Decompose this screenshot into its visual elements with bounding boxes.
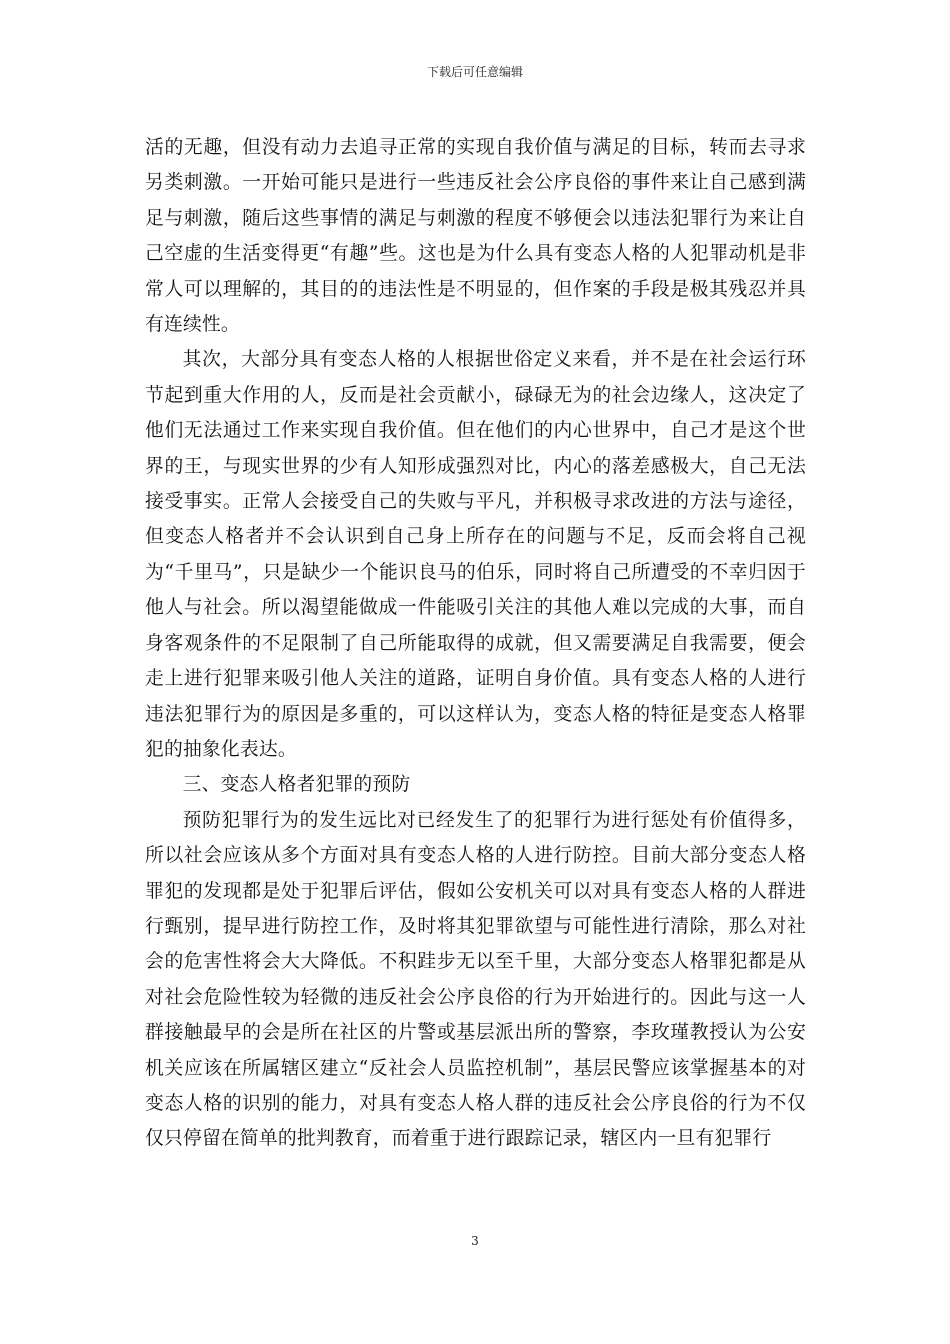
document-body: [145, 130, 806, 1157]
paragraph-secondly: 其次，大部分具有变态人格的人根据世俗定义来看，并不是在社会运行环节起到重大作用的人，反而是社会贡献小，碌碌无为的社会边缘人，这决定了他们无法通过工作来实现自我价值。但在他们的内心世界中，自己才是这个世界的王，与现实世界的少有人知形成强烈对比，内心的落差感极大，自己无法接受事实。正常人会接受自己的失败与平凡，并积极寻求改进的方法与途径，但变态人格者并不会认识到自己身上所存在的问题与不足，反而会将自己视为“千里马”，只是缺少一个能识良马的伯乐，同时将自己所遭受的不幸归因于他人与社会。所以渴望能做成一件能吸引关注的其他人难以完成的大事，而自身客观条件的不足限制了自己所能取得的成就，但又需要满足自我需要，便会走上进行犯罪来吸引他人关注的道路，证明自身价值。具有变态人格的人进行违法犯罪行为的原因是多重的，可以这样认为，变态人格的特征是变态人格罪犯的抽象化表达。: [145, 349, 806, 760]
page-number: 3: [471, 1234, 479, 1248]
paragraph-continuation: 活的无趣，但没有动力去追寻正常的实现自我价值与满足的目标，转而去寻求另类刺激。一开始可能只是进行一些违反社会公序良俗的事件来让自己感到满足与刺激，随后这些事情的满足与刺激的程度不够便会以违法犯罪行为来让自己空虚的生活变得更“有趣”些。这也是为什么具有变态人格的人犯罪动机是非常人可以理解的，其目的的违法性是不明显的，但作案的手段是极其残忍并具有连续性。: [145, 137, 806, 336]
section-heading: 三、变态人格者犯罪的预防: [182, 774, 411, 796]
page-header: 下载后可任意编辑: [426, 65, 523, 79]
paragraph-prevention: 预防犯罪行为的发生远比对已经发生了的犯罪行为进行惩处有价值得多，所以社会应该从多个方面对具有变态人格的人进行防控。目前大部分变态人格罪犯的发现都是处于犯罪后评估，假如公安机关可以对具有变态人格的人群进行甄别，提早进行防控工作，及时将其犯罪欲望与可能性进行清除，那么对社会的危害性将会大大降低。不积跬步无以至千里，大部分变态人格罪犯都是从对社会危险性较为轻微的违反社会公序良俗的行为开始进行的。因此与这一人群接触最早的会是所在社区的片警或基层派出所的警察，李玫瑾教授认为公安机关应该在所属辖区建立“反社会人员监控机制”，基层民警应该掌握基本的对变态人格的识别的能力，对具有变态人格人群的违反社会公序良俗的行为不仅仅只停留在简单的批判教育，而着重于进行跟踪记录，辖区内一旦有犯罪行: [145, 809, 806, 1150]
